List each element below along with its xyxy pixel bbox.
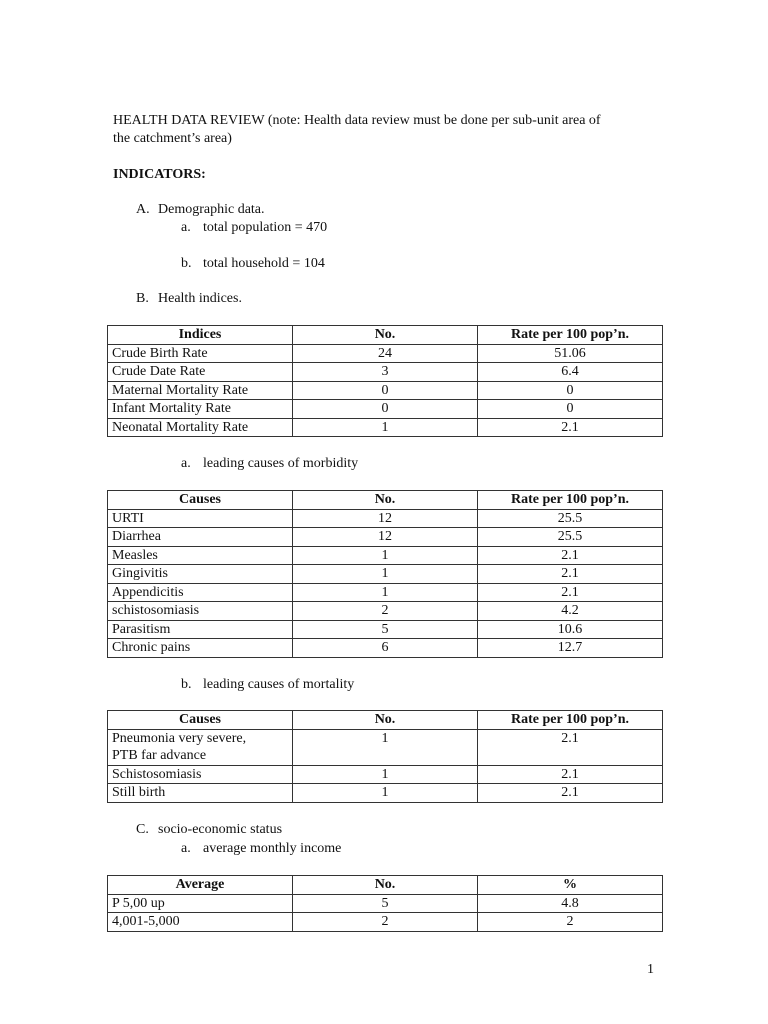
morbidity-marker: a. [181,456,191,471]
column-header: Causes [108,491,293,510]
table-cell: 2.1 [478,418,663,437]
income-table [107,875,663,932]
column-header: No. [293,326,478,345]
table-cell: Gingivitis [108,565,293,584]
table-cell: 51.06 [478,344,663,363]
table-row [108,363,663,382]
table-cell: Measles [108,546,293,565]
column-header: Rate per 100 pop’n. [478,491,663,510]
table-cell: P 5,00 up [108,894,293,913]
table-cell [108,729,293,765]
page-number: 1 [647,962,654,977]
table-cell: Neonatal Mortality Rate [108,418,293,437]
total-population: total population = 470 [203,220,328,235]
column-header: No. [293,711,478,730]
title-line-1: HEALTH DATA REVIEW (note: Health data review must be done per sub-unit area of [113,113,601,128]
table-cell: 6.4 [478,363,663,382]
table-cell: 2.1 [478,565,663,584]
table-cell: 4.8 [478,894,663,913]
mortality-marker: b. [181,677,192,692]
mortality-label: leading causes of mortality [203,677,355,692]
table-cell: 12 [293,528,478,547]
table-cell: 4,001-5,000 [108,913,293,932]
mortality-table [107,710,663,803]
column-header: % [478,876,663,895]
column-header: Rate per 100 pop’n. [478,326,663,345]
morbidity-label: leading causes of morbidity [203,456,359,471]
section-a-label: Demographic data. [158,202,265,217]
table-cell: 4.2 [478,602,663,621]
table-row [108,913,663,932]
table-cell: Parasitism [108,620,293,639]
table-cell: 1 [293,583,478,602]
table-cell: Still birth [108,784,293,803]
table-cell: 2.1 [478,784,663,803]
column-header: No. [293,876,478,895]
table-header-row [108,711,663,730]
table-cell: Schistosomiasis [108,765,293,784]
table-cell: URTI [108,509,293,528]
table-row [108,528,663,547]
table-cell: 2.1 [478,765,663,784]
table-cell: 0 [293,400,478,419]
indicators-heading: INDICATORS: [113,167,206,182]
morbidity-table [107,490,663,658]
table-row [108,729,663,765]
section-c-sub-marker: a. [181,841,191,856]
table-cell: Infant Mortality Rate [108,400,293,419]
column-header: No. [293,491,478,510]
table-cell: 12 [293,509,478,528]
table-cell: 12.7 [478,639,663,658]
table-cell: 2 [293,602,478,621]
column-header: Average [108,876,293,895]
table-row [108,765,663,784]
table-header-row [108,326,663,345]
table-cell: 1 [293,565,478,584]
table-row [108,381,663,400]
table-cell: 10.6 [478,620,663,639]
table-cell: 1 [293,418,478,437]
table-cell: 2 [478,913,663,932]
table-cell: 2.1 [478,583,663,602]
table-row [108,602,663,621]
table-cell: 1 [293,546,478,565]
table-row [108,894,663,913]
table-cell: schistosomiasis [108,602,293,621]
table-cell: 25.5 [478,509,663,528]
table-cell: 25.5 [478,528,663,547]
table-cell: 24 [293,344,478,363]
table-row [108,784,663,803]
section-a-marker: A. [136,202,150,217]
table-cell: 1 [293,729,478,765]
table-cell: 5 [293,620,478,639]
table-cell: 1 [293,765,478,784]
table-row [108,583,663,602]
section-c-sub-label: average monthly income [203,841,342,856]
cell-line: Pneumonia very severe, [112,730,247,746]
table-cell: Maternal Mortality Rate [108,381,293,400]
total-household: total household = 104 [203,256,325,271]
section-c-label: socio-economic status [158,822,283,837]
table-cell: 2.1 [478,546,663,565]
table-cell: Crude Date Rate [108,363,293,382]
health-indices-table [107,325,663,437]
table-cell: 2.1 [478,729,663,765]
table-header-row [108,876,663,895]
table-header-row [108,491,663,510]
table-row [108,546,663,565]
table-cell: 2 [293,913,478,932]
table-row [108,344,663,363]
table-cell: 0 [478,381,663,400]
table-cell: Diarrhea [108,528,293,547]
title-line-2: the catchment’s area) [113,131,232,146]
table-cell: 1 [293,784,478,803]
table-cell: 0 [478,400,663,419]
section-a-item-a-marker: a. [181,220,191,235]
section-b-marker: B. [136,291,149,306]
section-b-label: Health indices. [158,291,242,306]
column-header: Causes [108,711,293,730]
table-cell: 5 [293,894,478,913]
table-cell: Chronic pains [108,639,293,658]
table-cell: 3 [293,363,478,382]
table-cell: 6 [293,639,478,658]
table-cell: 0 [293,381,478,400]
table-row [108,639,663,658]
table-cell: Appendicitis [108,583,293,602]
section-a-item-b-marker: b. [181,256,192,271]
table-row [108,565,663,584]
section-c-marker: C. [136,822,149,837]
table-cell: Crude Birth Rate [108,344,293,363]
table-row [108,509,663,528]
table-row [108,400,663,419]
cell-line: PTB far advance [112,748,207,763]
table-row [108,418,663,437]
table-row [108,620,663,639]
column-header: Rate per 100 pop’n. [478,711,663,730]
column-header: Indices [108,326,293,345]
